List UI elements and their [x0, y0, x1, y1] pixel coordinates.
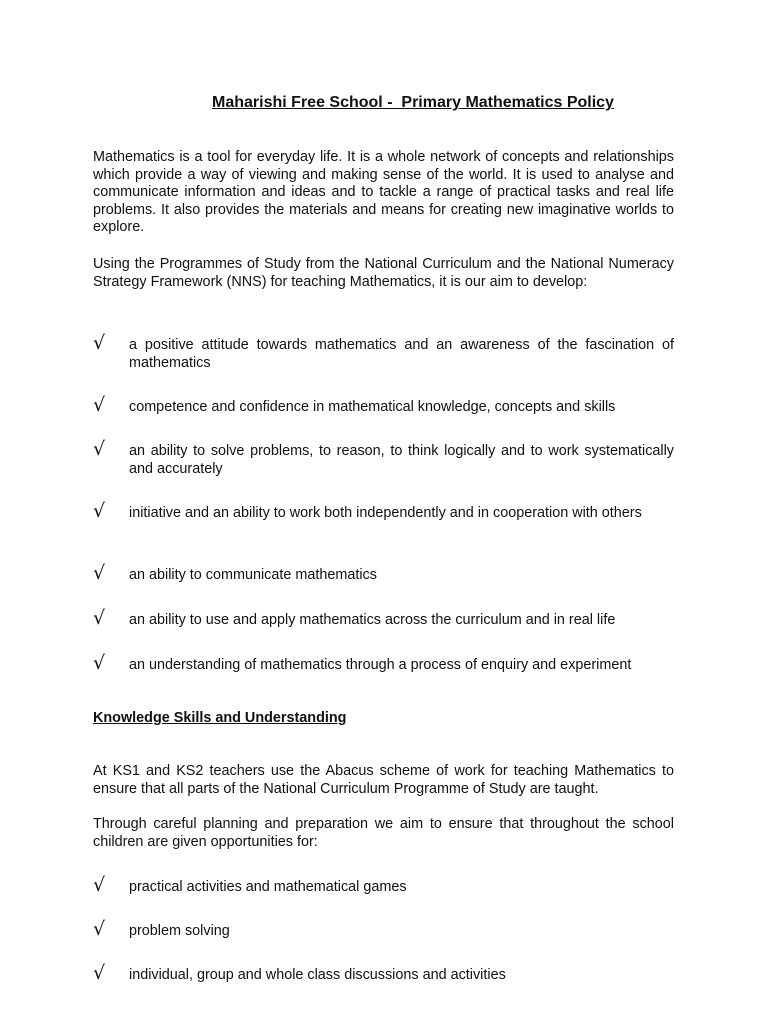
- section-heading: Knowledge Skills and Understanding: [93, 710, 347, 726]
- tick-icon: √: [93, 607, 106, 629]
- tick-icon: √: [93, 962, 106, 984]
- aim-text: an understanding of mathematics through a process of enquiry and experiment: [129, 657, 632, 673]
- tick-icon: √: [93, 652, 106, 674]
- intro-paragraph-1: Mathematics is a tool for everyday life. It is a whole network of concepts and relationships which provide a way of viewing and making sense of the world. It is used to analyse and communicate information and ideas and to tackle a range of practical tasks and real life problems. It also provides the materials and means for creating new imaginative worlds to explore.: [93, 149, 674, 236]
- tick-icon: √: [93, 394, 106, 416]
- section-paragraph-1: At KS1 and KS2 teachers use the Abacus scheme of work for teaching Mathematics to ensure that all parts of the National Curriculum Programme of Study are taught.: [93, 763, 674, 797]
- aim-text: initiative and an ability to work both independently and in cooperation with others: [129, 505, 642, 521]
- aim-text: an ability to communicate mathematics: [129, 567, 377, 583]
- tick-icon: √: [93, 874, 106, 896]
- tick-icon: √: [93, 918, 106, 940]
- tick-icon: √: [93, 332, 106, 354]
- opportunity-text: practical activities and mathematical games: [129, 879, 407, 895]
- tick-icon: √: [93, 500, 106, 522]
- tick-icon: √: [93, 438, 106, 460]
- page-title: Maharishi Free School - Primary Mathematics Policy: [212, 94, 614, 111]
- section-paragraph-2: Through careful planning and preparation we aim to ensure that throughout the school children are given opportunities for:: [93, 816, 674, 850]
- opportunity-text: problem solving: [129, 923, 230, 939]
- aim-text: an ability to use and apply mathematics across the curriculum and in real life: [129, 612, 616, 628]
- aim-text: a positive attitude towards mathematics and an awareness of the fascination of mathematics: [129, 337, 674, 371]
- aim-text: an ability to solve problems, to reason, to think logically and to work systematically and accurately: [129, 443, 674, 477]
- intro-paragraph-2: Using the Programmes of Study from the National Curriculum and the National Numeracy Strategy Framework (NNS) for teaching Mathematics, it is our aim to develop:: [93, 256, 674, 290]
- tick-icon: √: [93, 562, 106, 584]
- aim-text: competence and confidence in mathematical knowledge, concepts and skills: [129, 399, 616, 415]
- opportunity-text: individual, group and whole class discussions and activities: [129, 967, 506, 983]
